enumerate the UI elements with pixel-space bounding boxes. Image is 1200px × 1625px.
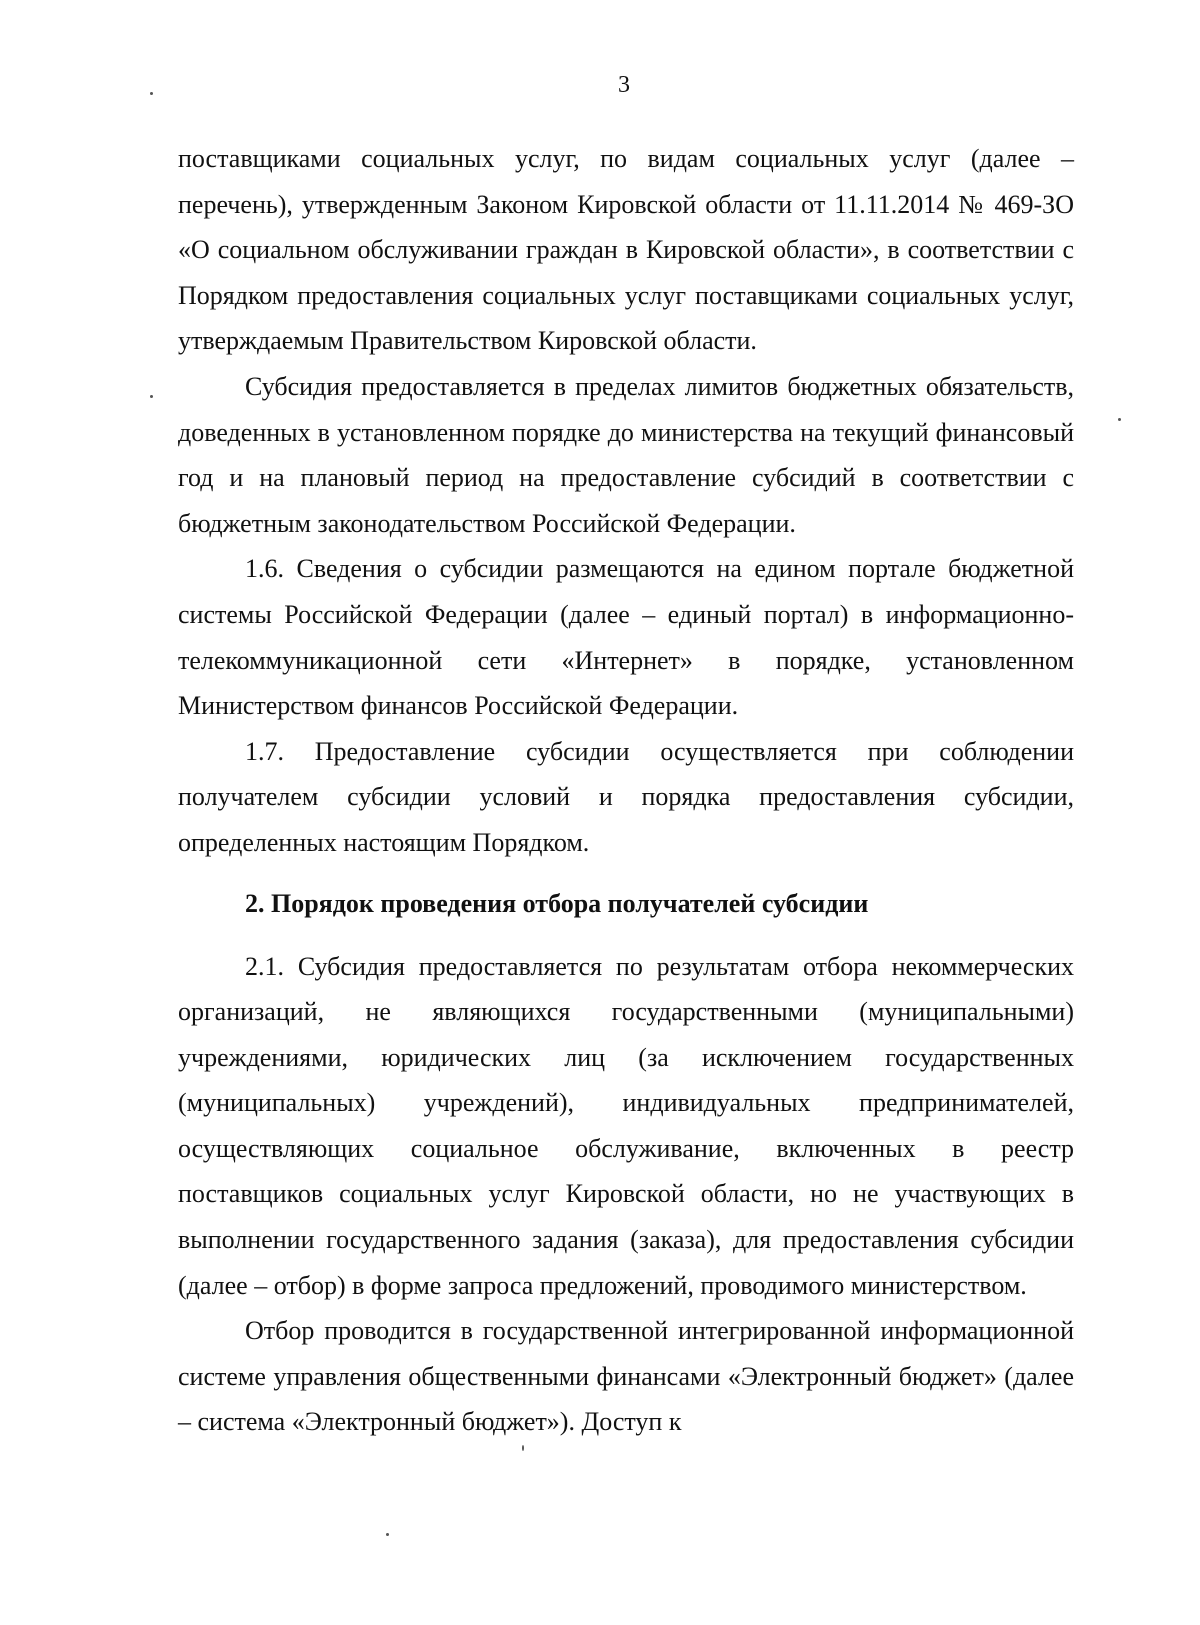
section-heading: 2. Порядок проведения отбора получателей субсидии [245,888,869,918]
paragraph-1-6-portal: 1.6. Сведения о субсидии размещаются на едином портале бюджетной системы Российской Федерации (далее – единый портал) в информационно-телекоммуникационной сети «Интернет» в порядке, установленном Министерством финансов Российской Федерации. [178,554,1074,721]
scan-speck [386,1533,389,1536]
paragraph-1-7-conditions: 1.7. Предоставление субсидии осуществляется при соблюдении получателем субсидии условий и порядка предоставления субсидии, определенных настоящим Порядком. [178,736,1074,857]
scan-speck [150,92,153,95]
scan-speck [150,395,153,398]
page-number: 3 [618,72,630,98]
paragraph-2-1-selection: 2.1. Субсидия предоставляется по результатам отбора некоммерческих организаций, не являющихся государственными (муниципальными) учреждениями, юридических лиц (за исключением государственных (муниципальных) учреждений), индивидуальных предпринимателей, осуществляющих социальное обслуживание, включенных в реестр поставщиков социальных услуг Кировской области, но не участвующих в выполнении государственного задания (заказа), для предоставления субсидии (далее – отбор) в форме запроса предложений, проводимого министерством. [178,951,1074,1300]
paragraph-electronic-budget: Отбор проводится в государственной интегрированной информационной системе управления общественными финансами «Электронный бюджет» (далее – система «Электронный бюджет»). Доступ к [178,1316,1074,1437]
scan-speck [522,1445,524,1451]
document-body [178,136,1074,1445]
paragraph-suppliers-list: поставщиками социальных услуг, по видам социальных услуг (далее – перечень), утвержденным Законом Кировской области от 11.11.2014 № 469-ЗО «О социальном обслуживании граждан в Кировской области», в соответствии с Порядком предоставления социальных услуг поставщиками социальных услуг, утверждаемым Правительством Кировской области. [178,144,1074,356]
scan-speck [1118,418,1121,421]
paragraph-subsidy-limits: Субсидия предоставляется в пределах лимитов бюджетных обязательств, доведенных в установленном порядке до министерства на текущий финансовый год и на плановый период на предоставление субсидий в соответствии с бюджетным законодательством Российской Федерации. [178,371,1074,538]
